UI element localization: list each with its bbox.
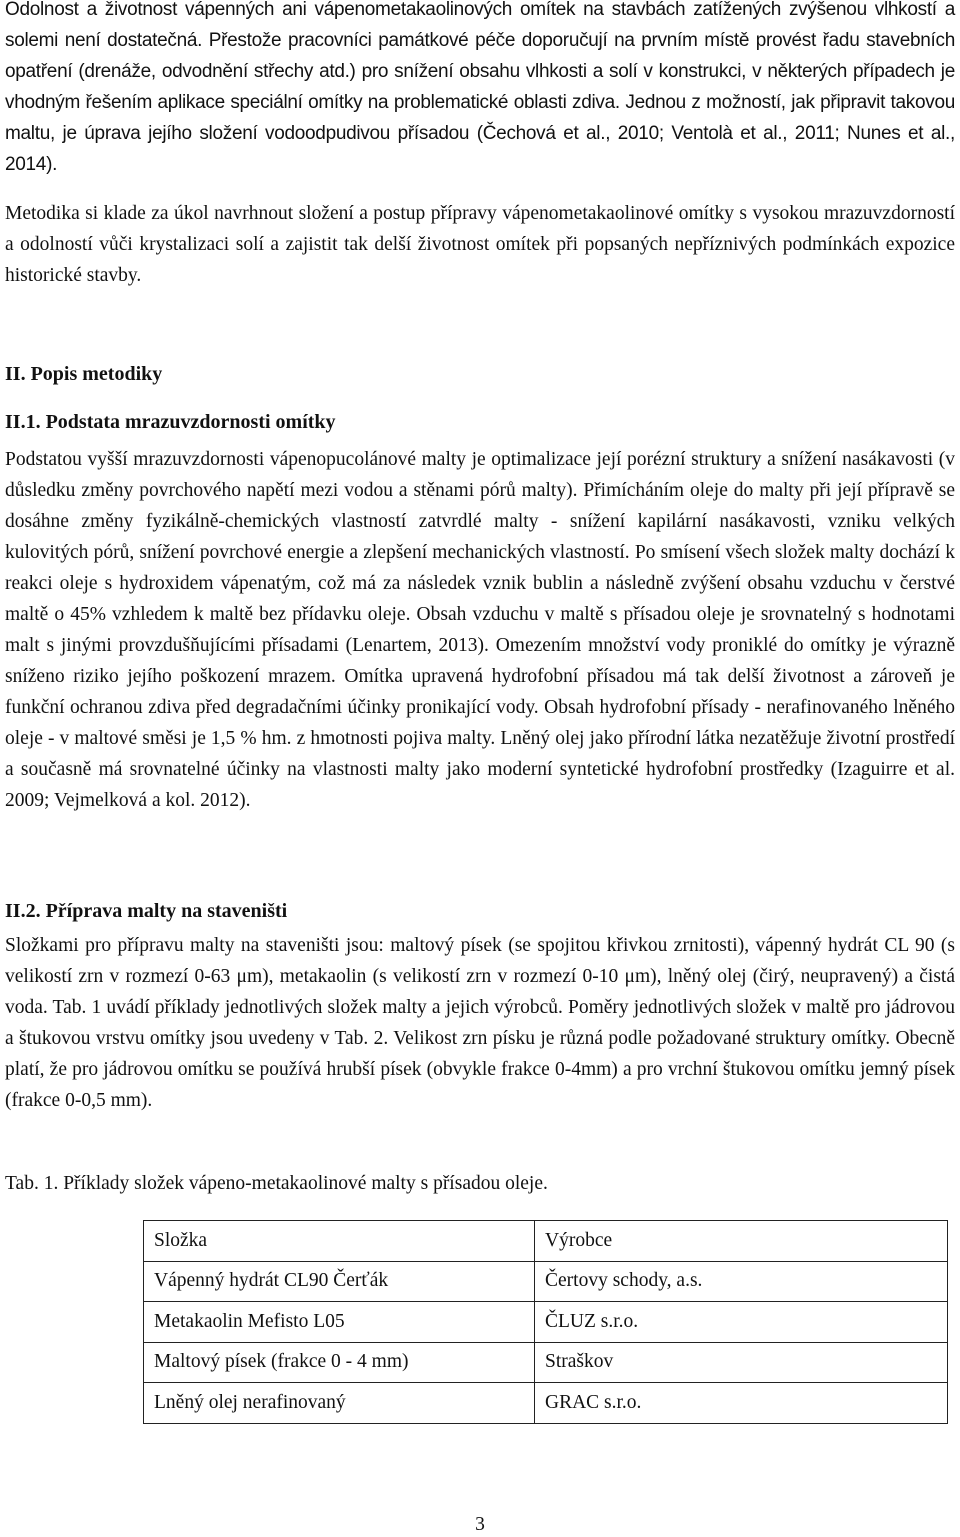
table-1-caption-block — [5, 1168, 955, 1199]
table-cell: Čertovy schody, a.s. — [535, 1261, 948, 1302]
table-header-cell: Výrobce — [535, 1221, 948, 1262]
section-ii-2 — [5, 896, 955, 1116]
table-cell: Metakaolin Mefisto L05 — [144, 1302, 535, 1343]
table-cell: Lněný olej nerafinovaný — [144, 1383, 535, 1424]
page-number: 3 — [475, 1514, 485, 1535]
intro-paragraph-1-part-1: Odolnost a životnost vápenných ani vápenometakaolinových omítek na stavbách zatížených zvýšenou vlhkostí a solemi není dostatečná. Přestože pracovníci památkové péče doporučují na prvním místě provést řadu stavebních opatření (drenáže, odvodnění střechy atd.) pro snížení obsahu vlhkosti a solí v konstrukci, v některých případech je vhodným řešením aplikace speciální omítky na problematické oblasti zdiva. — [5, 0, 955, 113]
table-cell: GRAC s.r.o. — [535, 1383, 948, 1424]
table-cell: Vápenný hydrát CL90 Čerťák — [144, 1261, 535, 1302]
table-row — [144, 1342, 948, 1383]
intro-block — [5, 0, 955, 180]
table-cell: Straškov — [535, 1342, 948, 1383]
table-row — [144, 1302, 948, 1343]
table-cell: ČLUZ s.r.o. — [535, 1302, 948, 1343]
table-row — [144, 1261, 948, 1302]
intro-paragraph-1-part-2: Jednou z možností, jak připravit takovou maltu, je úprava jejího složení vodoodpudivou přísadou (Čechová et al., 2010; Ventolà et al., 2011; Nunes et al., 2014). — [5, 92, 955, 175]
section-ii — [5, 359, 955, 390]
intro-paragraph-2: Metodika si klade za úkol navrhnout složení a postup přípravy vápenometakaolinové omítky s vysokou mrazuvzdorností a odolností vůči krystalizaci solí a zajistit tak delší životnost omítek při popsaných nepříznivých podmínkách expozice historické stavby. — [5, 203, 955, 286]
table-header-cell: Složka — [144, 1221, 535, 1262]
intro-paragraph-1 — [5, 0, 955, 180]
section-ii-1-body: Podstatou vyšší mrazuvzdornosti vápenopucolánové malty je optimalizace její porézní struktury a snížení nasákavosti (v důsledku změny povrchového napětí mezi vodou a stěnami pórů malty). Přimícháním oleje do malty při její přípravě se dosáhne změny fyzikálně-chemických vlastností zatvrdlé malty - snížení kapilární nasákavosti, vzniku velkých kulovitých pórů, snížení povrchové energie a zlepšení mechanických vlastností. Po smísení všech složek malty dochází k reakci oleje s hydroxidem vápenatým, což má za následek vznik bublin a následně zvýšení obsahu vzduchu v čerstvé maltě o 45% vzhledem k maltě bez přídavku oleje. Obsah vzduchu v maltě s přísadou oleje je srovnatelný s hodnotami malt s jinými provzdušňujícími přísadami (Lenartem, 2013). Omezením množství vody proniklé do omítky je výrazně sníženo riziko jejího poškození mrazem. Omítka upravená hydrofobní přísadou má tak delší životnost a zároveň je funkční ochranou zdiva před degradačními účinky pronikající vody. Obsah hydrofobní přísady - nerafinovaného lněného oleje - v maltové směsi je 1,5 % hm. z hmotnosti pojiva malty. Lněný olej jako přírodní látka nezatěžuje životní prostředí a současně má srovnatelné účinky na vlastnosti malty jako moderní syntetické hydrofobní prostředky (Izaguirre et al. 2009; Vejmelková a kol. 2012). — [5, 449, 955, 811]
intro-paragraph-2-block — [5, 198, 955, 291]
section-ii-2-heading: II.2. Příprava malty na staveništi — [5, 900, 288, 922]
section-ii-heading: II. Popis metodiky — [5, 363, 163, 385]
table-1-caption: Tab. 1. Příklady složek vápeno-metakaolinové malty s přísadou oleje. — [5, 1173, 548, 1194]
section-ii-2-body: Složkami pro přípravu malty na staveništi jsou: maltový písek (se spojitou křivkou zrnitosti), vápenný hydrát CL 90 (s velikostí zrn v rozmezí 0-63 μm), metakaolin (s velikostí zrn v rozmezí 0-10 μm), lněný olej (čirý, neupravený) a čistá voda. Tab. 1 uvádí příklady jednotlivých složek malty a jejich výrobců. Poměry jednotlivých složek v maltě pro jádrovou a štukovou vrstvu omítky jsou uvedeny v Tab. 2. Velikost zrn písku je různá podle požadované struktury omítky. Obecně platí, že pro jádrovou omítku se používá hrubší písek (obvykle frakce 0-4mm) a pro vrchní štukovou omítku jemný písek (frakce 0-0,5 mm). — [5, 935, 955, 1111]
table-row — [144, 1383, 948, 1424]
table-1 — [143, 1220, 948, 1424]
section-ii-1 — [5, 407, 955, 816]
section-ii-1-heading: II.1. Podstata mrazuvzdornosti omítky — [5, 411, 336, 433]
table-header-row — [144, 1221, 948, 1262]
table-cell: Maltový písek (frakce 0 - 4 mm) — [144, 1342, 535, 1383]
